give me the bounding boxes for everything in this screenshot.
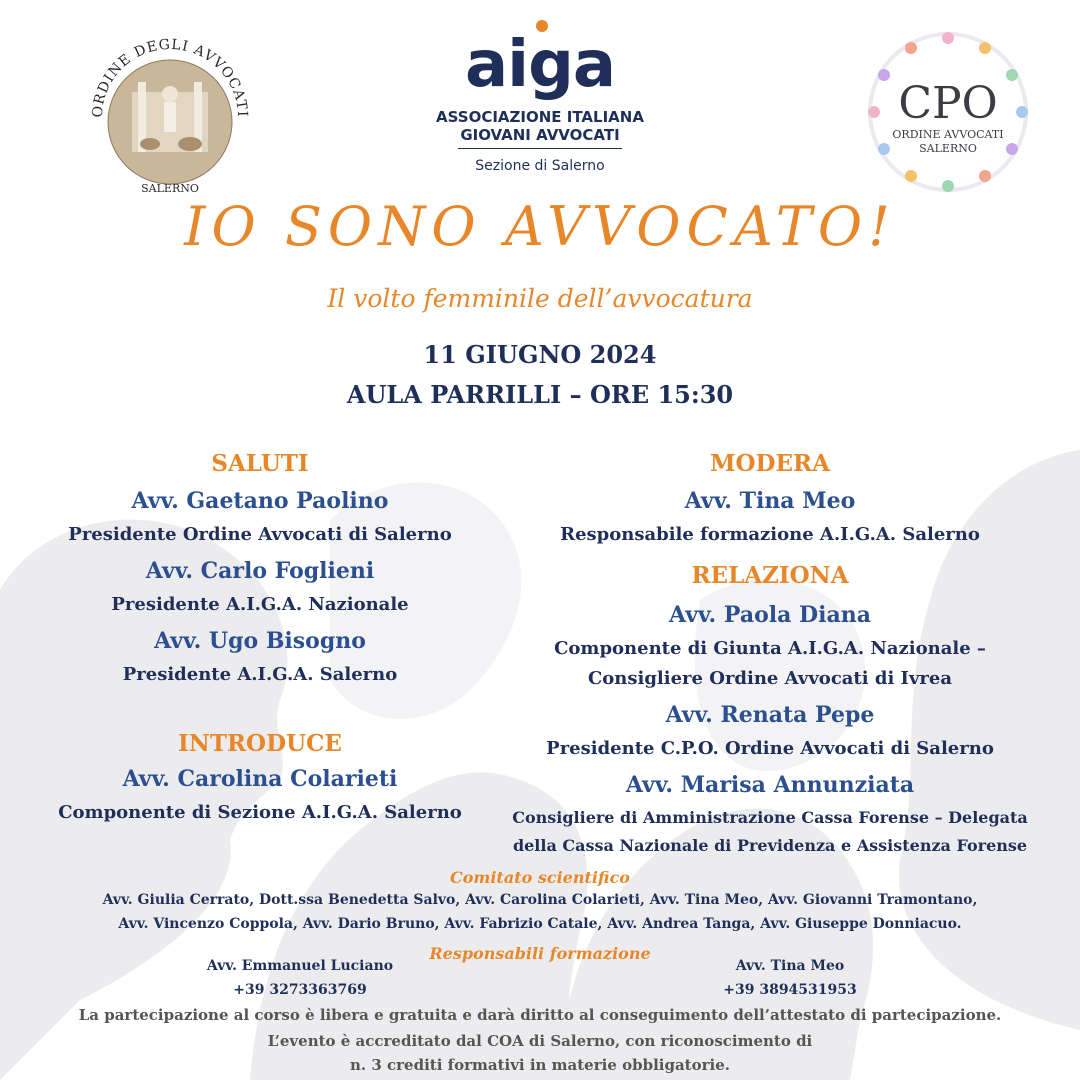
speaker-name: Avv. Renata Pepe [665, 702, 875, 728]
speaker-name: Avv. Ugo Bisogno [154, 628, 366, 654]
speaker-role: Presidente C.P.O. Ordine Avvocati di Salerno [546, 738, 994, 759]
speaker-name: Avv. Marisa Annunziata [625, 772, 915, 798]
committee-line-1: Avv. Giulia Cerrato, Dott.ssa Benedetta Salvo, Avv. Carolina Colarieti, Avv. Tina Meo, Avv. Giovanni Tramontano, [102, 892, 978, 908]
speaker-role: Componente di Giunta A.I.G.A. Nazionale – [554, 638, 986, 659]
contact-1-name: Avv. Emmanuel Luciano [206, 958, 394, 974]
ordine-avvocati-logo [80, 22, 260, 202]
speaker-name: Avv. Carolina Colarieti [122, 766, 398, 792]
committee-title: Comitato scientifico [450, 868, 630, 887]
speaker-role: Consigliere di Amministrazione Cassa Forense – Delegata [512, 808, 1028, 827]
aiga-line-2: GIOVANI AVVOCATI [460, 126, 620, 144]
ordine-text-top: ORDINE DEGLI AVVOCATI [89, 36, 251, 119]
footer-line-3: n. 3 crediti formativi in materie obbligatorie. [350, 1056, 730, 1074]
event-subtitle: Il volto femminile dell’avvocatura [327, 284, 753, 313]
aiga-divider [458, 148, 622, 149]
section-modera: MODERA [710, 450, 830, 477]
speaker-name: Avv. Carlo Foglieni [145, 558, 375, 584]
event-date: 11 GIUGNO 2024 [423, 340, 657, 369]
section-introduce: INTRODUCE [178, 730, 342, 757]
speaker-role: Presidente A.I.G.A. Salerno [122, 664, 398, 685]
contact-1-phone: +39 3273363769 [233, 982, 367, 998]
cpo-wordmark: CPO [898, 78, 998, 129]
aiga-logo [420, 18, 660, 178]
speaker-name: Avv. Gaetano Paolino [131, 488, 389, 514]
cpo-logo [862, 26, 1034, 198]
speaker-role: Presidente Ordine Avvocati di Salerno [68, 524, 452, 545]
cpo-line-1: ORDINE AVVOCATI [892, 128, 1004, 141]
section-saluti: SALUTI [211, 450, 309, 477]
footer-line-1: La partecipazione al corso è libera e gratuita e darà diritto al conseguimento dell’attestato di partecipazione. [78, 1006, 1002, 1024]
speaker-name: Avv. Paola Diana [669, 602, 871, 628]
contact-2-name: Avv. Tina Meo [735, 958, 845, 974]
footer-line-2: L’evento è accreditato dal COA di Salerno, con riconoscimento di [267, 1032, 813, 1050]
ordine-text-bottom: SALERNO [141, 182, 199, 195]
event-place: AULA PARRILLI – ORE 15:30 [346, 380, 734, 409]
contact-2-phone: +39 3894531953 [723, 982, 857, 998]
section-relaziona: RELAZIONA [691, 562, 849, 589]
aiga-line-1: ASSOCIAZIONE ITALIANA [436, 108, 644, 126]
speaker-role: della Cassa Nazionale di Previdenza e Assistenza Forense [512, 836, 1028, 855]
committee-line-2: Avv. Vincenzo Coppola, Avv. Dario Bruno, Avv. Fabrizio Catale, Avv. Andrea Tanga, Avv. Giuseppe Donniacuo. [118, 916, 962, 932]
aiga-wordmark: aiga [464, 28, 616, 102]
speaker-role: Presidente A.I.G.A. Nazionale [111, 594, 409, 615]
aiga-section: Sezione di Salerno [475, 158, 605, 174]
speaker-role: Consigliere Ordine Avvocati di Ivrea [587, 668, 953, 689]
speaker-role: Componente di Sezione A.I.G.A. Salerno [58, 802, 462, 823]
event-title: IO SONO AVVOCATO! [184, 195, 896, 258]
speaker-name: Avv. Tina Meo [684, 488, 856, 514]
responsabili-title: Responsabili formazione [429, 944, 651, 963]
speaker-role: Responsabile formazione A.I.G.A. Salerno [560, 524, 980, 545]
cpo-line-2: SALERNO [919, 142, 977, 155]
